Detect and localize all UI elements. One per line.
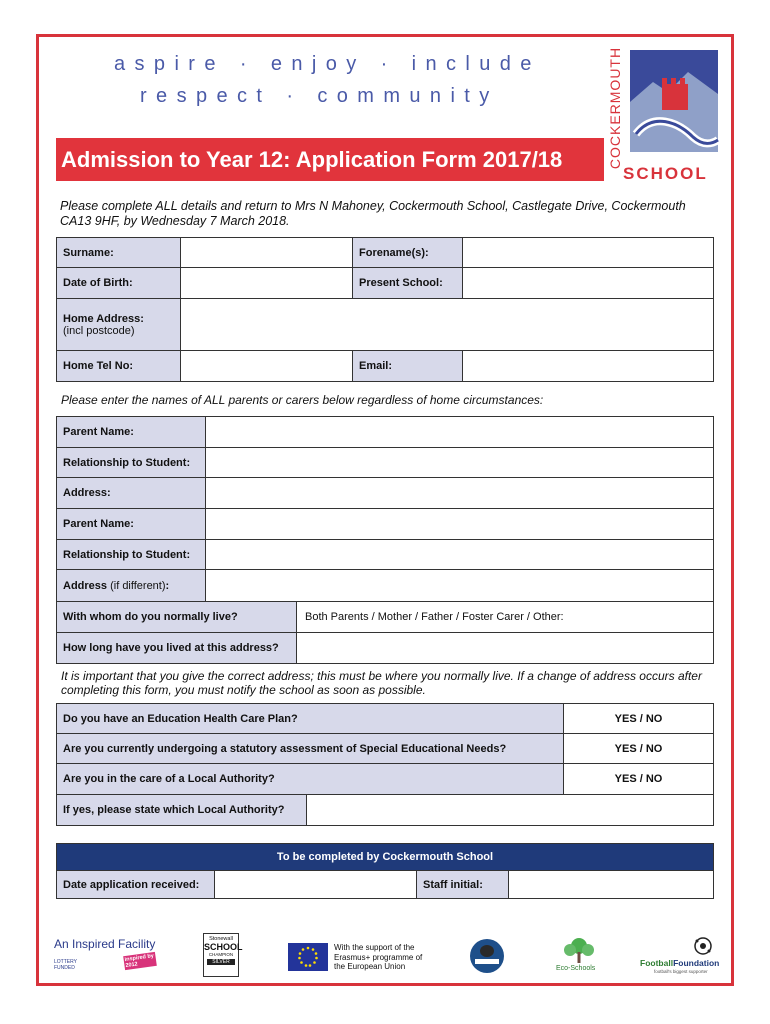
football-foundation-text <box>640 958 719 968</box>
present-school-label: Present School: <box>352 267 463 299</box>
parent-name-2-label: Parent Name: <box>56 508 206 540</box>
how-long-field[interactable] <box>296 632 714 664</box>
page-title: Admission to Year 12: Application Form 2017/18 <box>56 138 604 181</box>
parent-name-1-label: Parent Name: <box>56 416 206 448</box>
inspired-facility-text: An Inspired Facility <box>54 937 156 951</box>
relationship-1-label: Relationship to Student: <box>56 447 206 478</box>
sen-yes-no[interactable]: YES / NO <box>563 733 714 764</box>
address-1-label: Address: <box>56 477 206 509</box>
date-received-label: Date application received: <box>56 870 215 899</box>
address-2-label <box>56 569 206 602</box>
dob-label: Date of Birth: <box>56 267 181 299</box>
castle-crest-icon <box>608 42 726 184</box>
address-2-label-text: Address <box>63 579 108 592</box>
home-tel-field[interactable] <box>180 350 353 382</box>
stonewall-school: SCHOOL <box>204 942 243 952</box>
tree-icon <box>556 937 602 965</box>
how-long-label: How long have you lived at this address? <box>56 632 297 664</box>
staff-initial-label: Staff initial: <box>416 870 509 899</box>
foundation-word: Foundation <box>673 958 720 968</box>
surname-field[interactable] <box>180 237 353 268</box>
football-tagline: football's biggest supporter <box>654 969 708 974</box>
motto-line-2: respect · community <box>140 85 499 107</box>
football-foundation-logo <box>640 936 722 978</box>
stonewall-logo <box>203 933 243 977</box>
ehcp-question: Do you have an Education Health Care Plan? <box>56 703 564 734</box>
address-2-colon: : <box>165 579 170 592</box>
home-tel-label: Home Tel No: <box>56 350 181 382</box>
parents-note: Please enter the names of ALL parents or carers below regardless of home circumstances: <box>61 393 544 407</box>
motto-line-1: aspire · enjoy · include <box>114 53 541 75</box>
inspired-by-badge: inspired by 2012 <box>123 952 157 970</box>
which-la-field[interactable] <box>306 794 714 826</box>
live-with-label: With whom do you normally live? <box>56 601 297 633</box>
home-address-label-text: Home Address: <box>63 312 144 325</box>
erasmus-text: With the support of the Erasmus+ programme of the European Union <box>334 943 423 971</box>
lottery-text: LOTTERY FUNDED <box>54 959 77 971</box>
date-received-field[interactable] <box>214 870 417 899</box>
home-address-field[interactable] <box>180 298 714 351</box>
school-logo <box>608 42 726 184</box>
home-address-label <box>56 298 181 351</box>
inspired-facility-logo <box>54 937 164 977</box>
intro-text: Please complete ALL details and return to Mrs N Mahoney, Cockermouth School, Castlegate Drive, Cockermouth CA13 9HF, by Wednesday 7 March 2018. <box>60 199 686 228</box>
live-with-options[interactable]: Both Parents / Mother / Father / Foster Carer / Other: <box>296 601 714 633</box>
eu-flag-icon <box>288 943 328 971</box>
eco-schools-logo <box>556 937 602 977</box>
dob-field[interactable] <box>180 267 353 299</box>
football-icon <box>640 936 722 958</box>
relationship-2-label: Relationship to Student: <box>56 539 206 570</box>
forenames-label: Forename(s): <box>352 237 463 268</box>
ehcp-yes-no[interactable]: YES / NO <box>563 703 714 734</box>
care-yes-no[interactable]: YES / NO <box>563 763 714 795</box>
relationship-2-field[interactable] <box>205 539 714 570</box>
care-question: Are you in the care of a Local Authority? <box>56 763 564 795</box>
address-2-field[interactable] <box>205 569 714 602</box>
sen-question: Are you currently undergoing a statutory assessment of Special Educational Needs? <box>56 733 564 764</box>
present-school-field[interactable] <box>462 267 714 299</box>
email-field[interactable] <box>462 350 714 382</box>
parent-name-1-field[interactable] <box>205 416 714 448</box>
stonewall-champion: CHAMPION <box>208 952 234 957</box>
school-logo-name: COCKERMOUTH <box>607 46 623 170</box>
forenames-field[interactable] <box>462 237 714 268</box>
relationship-1-field[interactable] <box>205 447 714 478</box>
staff-initial-field[interactable] <box>508 870 714 899</box>
fairtrade-school-icon <box>470 939 504 973</box>
school-logo-word: SCHOOL <box>623 164 708 183</box>
stonewall-name: Stonewall <box>209 936 233 942</box>
office-use-heading: To be completed by Cockermouth School <box>56 843 714 871</box>
surname-label: Surname: <box>56 237 181 268</box>
address-note: It is important that you give the correct address; this must be where you normally live. If a change of address occurs after completing this form, you must notify the school as soon as possible. <box>61 669 702 697</box>
home-address-note: (incl postcode) <box>63 324 135 337</box>
parent-name-2-field[interactable] <box>205 508 714 540</box>
address-2-note: (if different) <box>110 579 166 592</box>
email-label: Email: <box>352 350 463 382</box>
football-word: Football <box>640 958 674 968</box>
address-1-field[interactable] <box>205 477 714 509</box>
which-la-label: If yes, please state which Local Authority? <box>56 794 307 826</box>
stonewall-silver: SILVER <box>207 959 235 965</box>
eco-schools-text: Eco-Schools <box>556 965 596 972</box>
